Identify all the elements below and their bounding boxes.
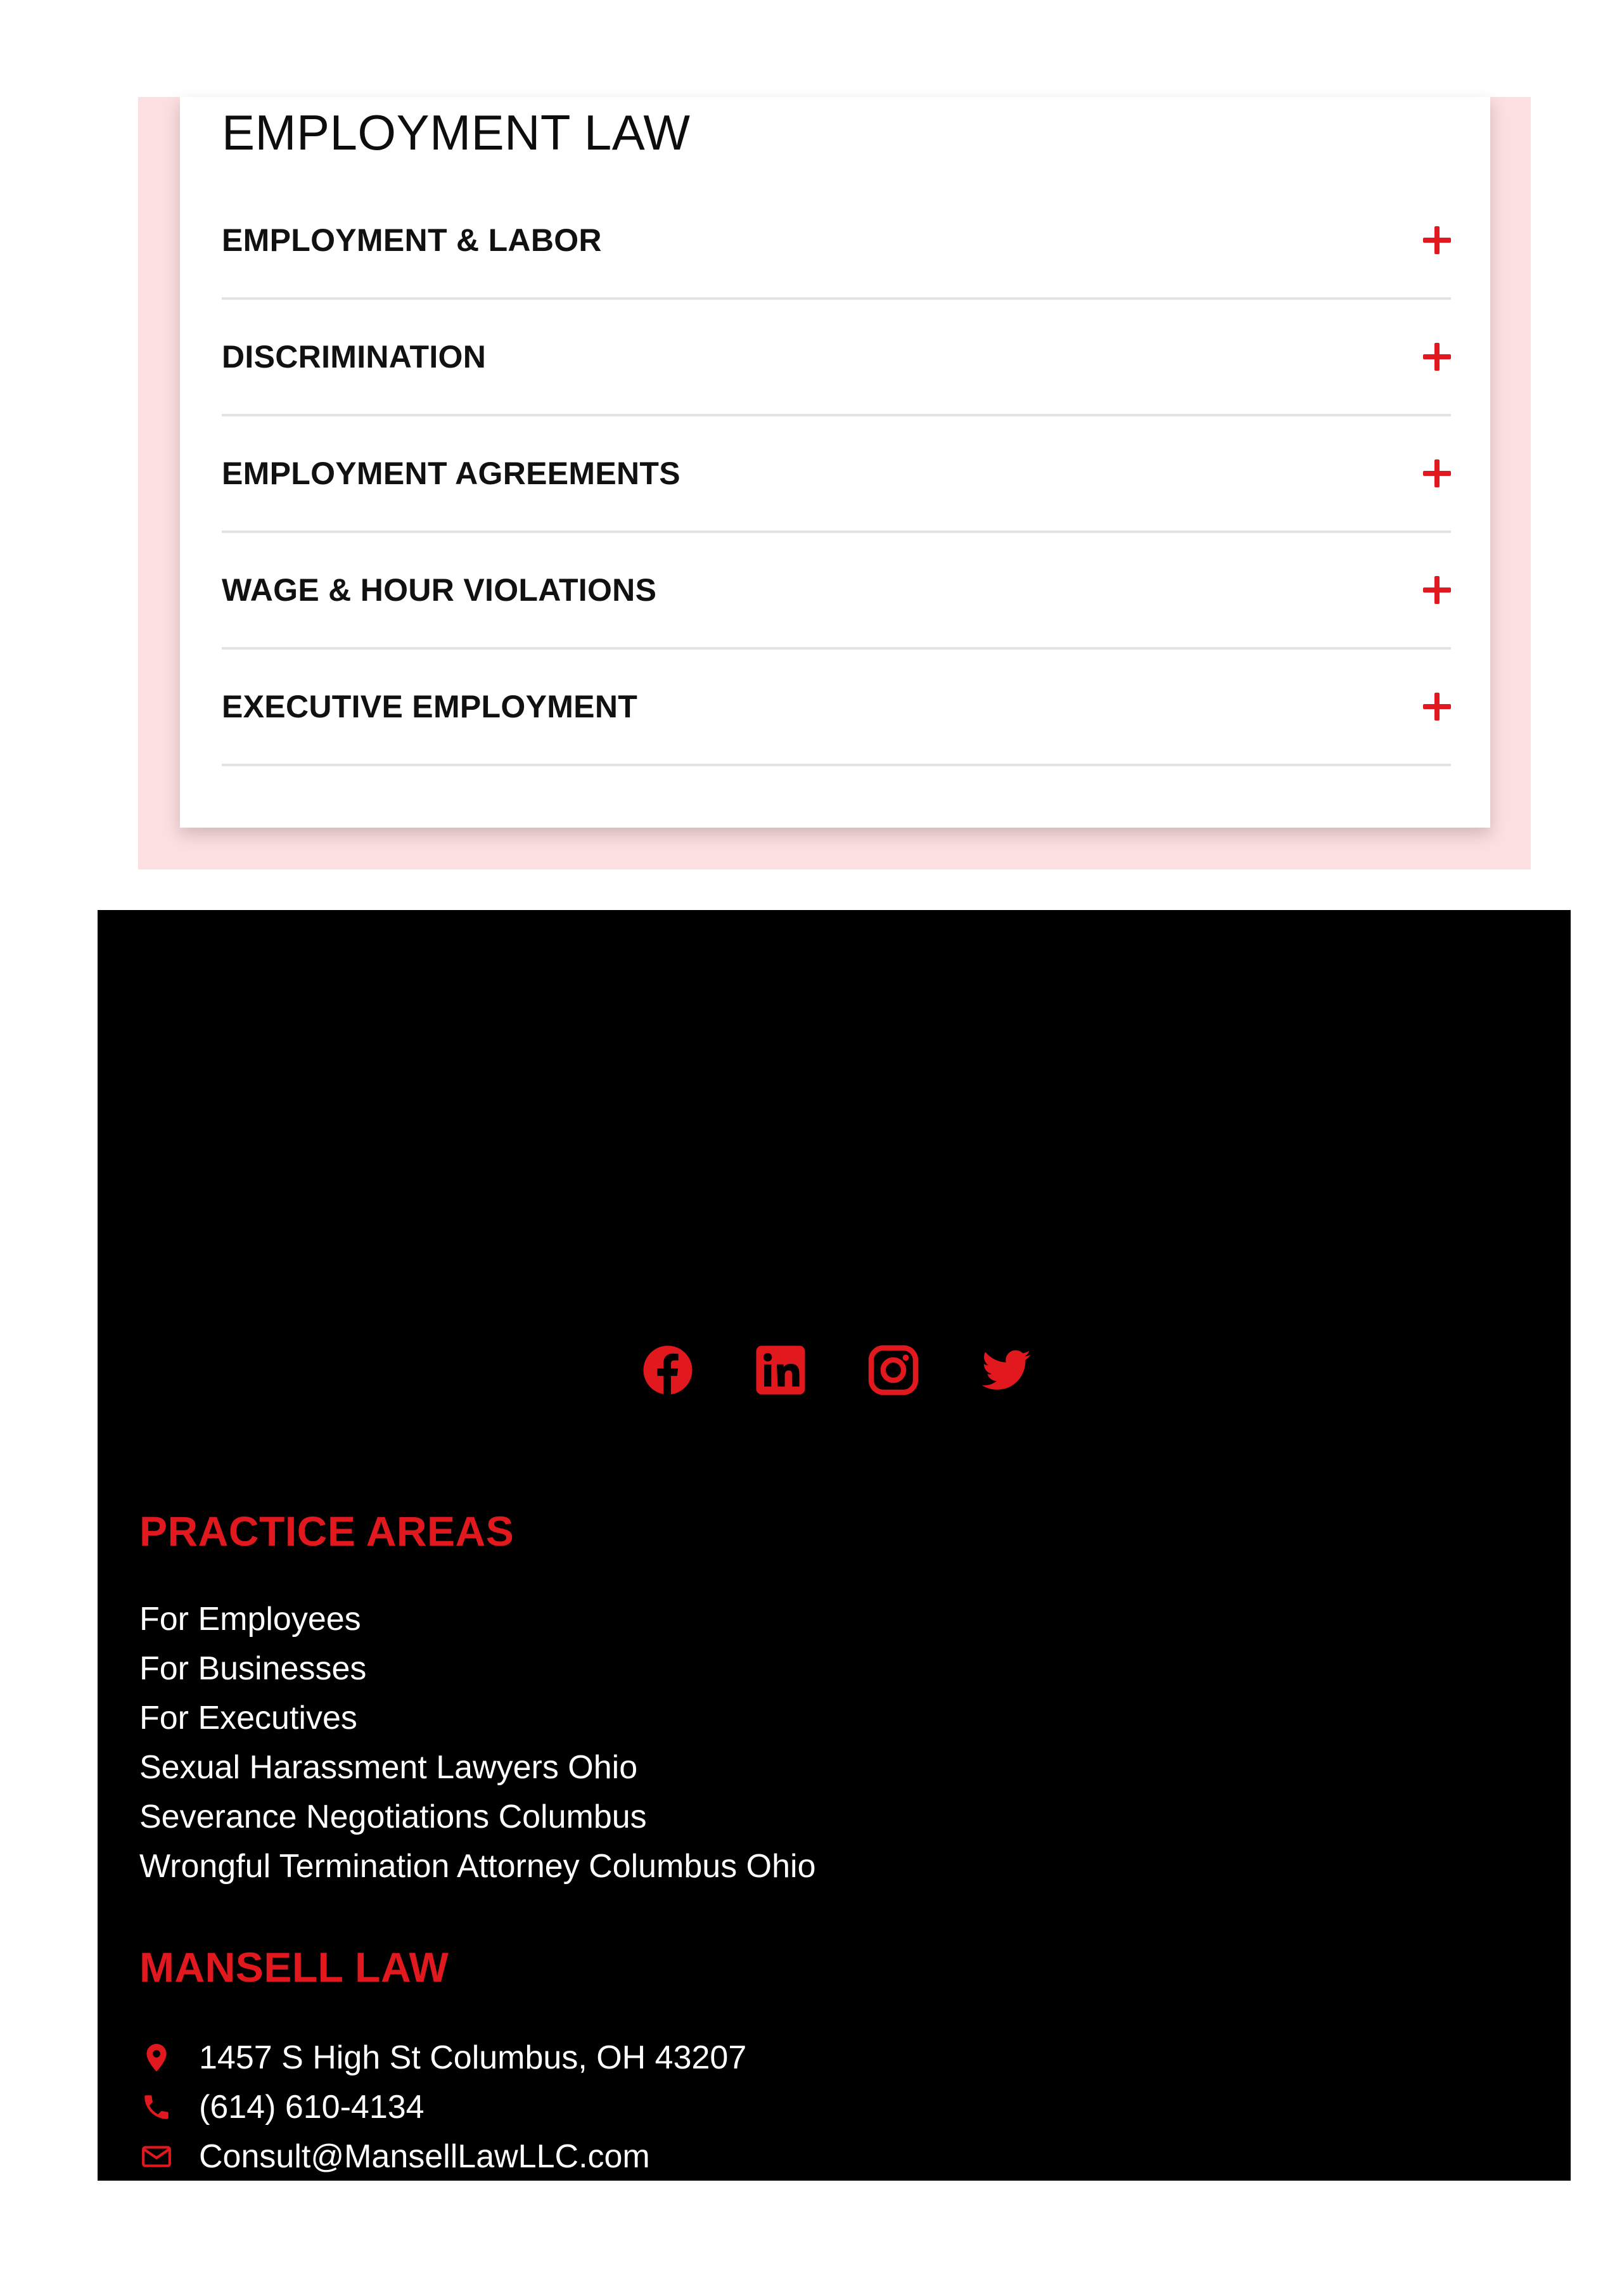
map-pin-icon — [139, 2041, 174, 2075]
practice-areas-heading: PRACTICE AREAS — [139, 1508, 514, 1555]
plus-icon[interactable] — [1423, 693, 1451, 721]
email-row[interactable] — [139, 2132, 746, 2181]
linkedin-icon — [754, 1344, 807, 1397]
address-row[interactable] — [139, 2033, 746, 2082]
social-links — [639, 1338, 1051, 1402]
link-for-employees[interactable]: For Employees — [139, 1601, 361, 1638]
accordion-label: WAGE & HOUR VIOLATIONS — [222, 572, 657, 608]
facebook-icon — [641, 1344, 694, 1397]
accordion — [222, 183, 1451, 766]
address-text: 1457 S High St Columbus, OH 43207 — [199, 2039, 747, 2076]
employment-law-card — [180, 97, 1490, 828]
link-for-executives[interactable]: For Executives — [139, 1700, 357, 1736]
accordion-item-discrimination[interactable] — [222, 300, 1451, 416]
twitter-link[interactable] — [978, 1342, 1035, 1399]
accordion-label: EXECUTIVE EMPLOYMENT — [222, 689, 638, 724]
accordion-item-employment-labor[interactable] — [222, 183, 1451, 300]
practice-areas-links — [139, 1594, 816, 1891]
facebook-link[interactable] — [639, 1342, 696, 1399]
link-wrongful-termination[interactable]: Wrongful Termination Attorney Columbus Ohio — [139, 1848, 816, 1885]
accordion-label: EMPLOYMENT & LABOR — [222, 222, 602, 258]
phone-text: (614) 610-4134 — [199, 2089, 425, 2126]
plus-icon[interactable] — [1423, 343, 1451, 371]
plus-icon[interactable] — [1423, 576, 1451, 604]
accordion-item-wage-hour[interactable] — [222, 533, 1451, 650]
linkedin-link[interactable] — [752, 1342, 809, 1399]
firm-heading: MANSELL LAW — [139, 1944, 449, 1991]
email-text: Consult@MansellLawLLC.com — [199, 2138, 650, 2175]
phone-icon — [139, 2090, 174, 2124]
instagram-icon — [867, 1344, 920, 1397]
phone-row[interactable] — [139, 2082, 746, 2132]
site-footer — [98, 910, 1571, 2181]
twitter-icon — [980, 1344, 1033, 1397]
accordion-label: EMPLOYMENT AGREEMENTS — [222, 456, 680, 491]
link-sexual-harassment[interactable]: Sexual Harassment Lawyers Ohio — [139, 1749, 638, 1786]
section-title: EMPLOYMENT LAW — [222, 105, 691, 160]
link-for-businesses[interactable]: For Businesses — [139, 1650, 367, 1687]
accordion-label: DISCRIMINATION — [222, 339, 487, 375]
accordion-item-employment-agreements[interactable] — [222, 416, 1451, 533]
accordion-item-executive-employment[interactable] — [222, 650, 1451, 766]
link-severance-negotiations[interactable]: Severance Negotiations Columbus — [139, 1799, 647, 1835]
envelope-icon — [139, 2139, 174, 2174]
instagram-link[interactable] — [865, 1342, 922, 1399]
plus-icon[interactable] — [1423, 459, 1451, 487]
contact-info — [139, 2033, 746, 2181]
plus-icon[interactable] — [1423, 226, 1451, 254]
